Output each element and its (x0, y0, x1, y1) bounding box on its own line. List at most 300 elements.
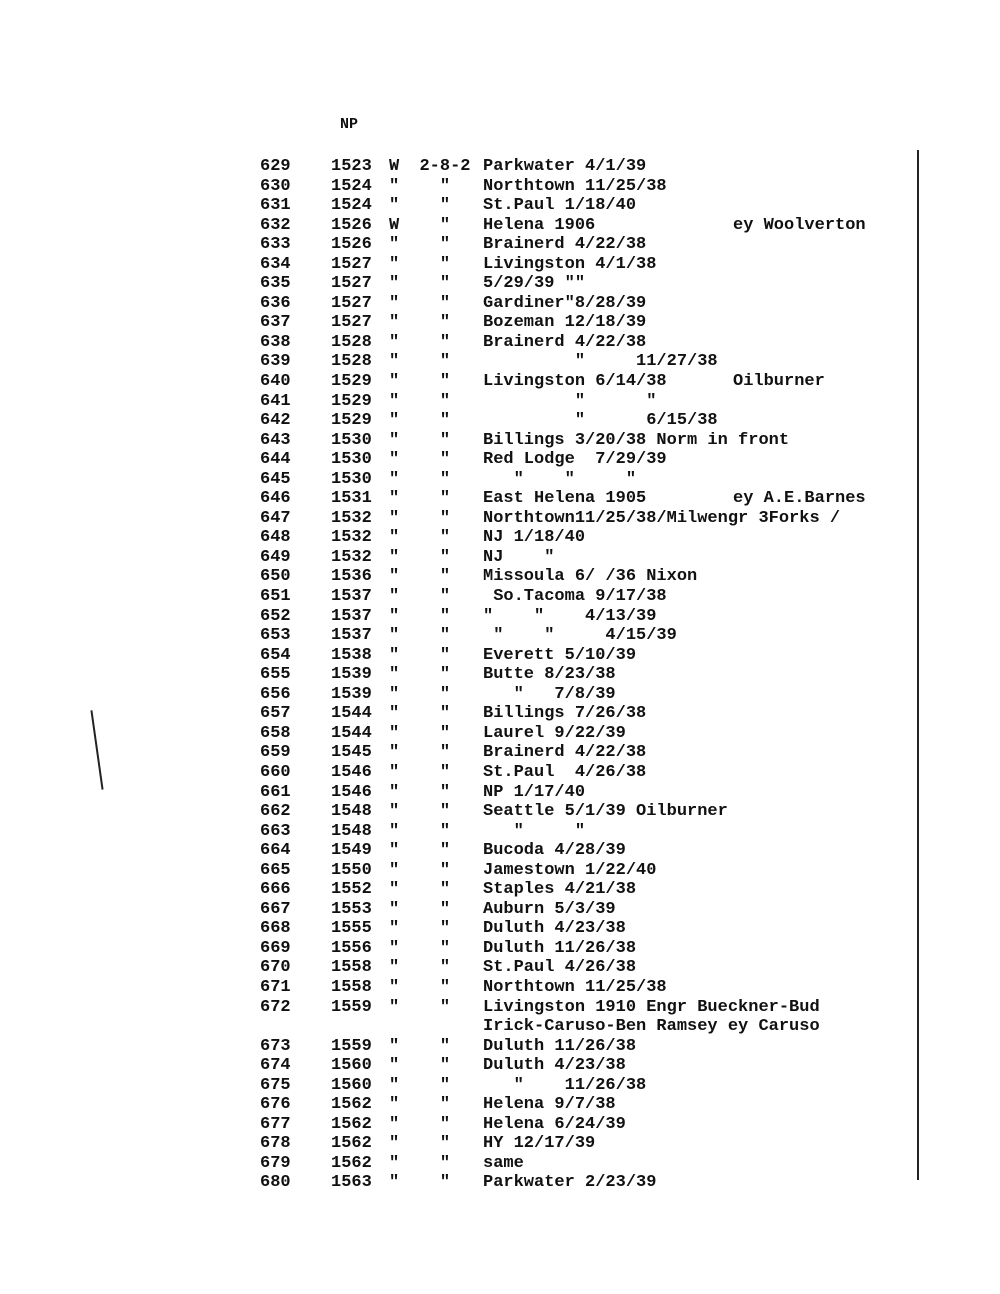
table-row (0, 470, 1000, 490)
class-mark: " (389, 352, 400, 372)
location-date: Red Lodge 7/29/39 (483, 450, 667, 470)
roster-number: 644 (260, 450, 291, 470)
location-date: Laurel 9/22/39 (483, 723, 626, 743)
roster-number: 663 (260, 821, 291, 841)
wheel-arrangement: " (439, 587, 451, 607)
table-row (0, 646, 1000, 666)
class-mark: " (389, 665, 400, 685)
location-date: Northtown11/25/38/Milwengr 3Forks / (483, 508, 841, 528)
engine-number: 1544 (331, 723, 372, 743)
location-date: NP 1/17/40 (483, 782, 586, 802)
table-row (0, 1115, 1000, 1135)
roster-number: 664 (260, 841, 291, 861)
table-row (0, 998, 1000, 1018)
class-mark: " (389, 919, 400, 939)
roster-number: 670 (260, 958, 291, 978)
location-date: St.Paul 1/18/40 (483, 196, 637, 216)
table-row (0, 665, 1000, 685)
class-mark: " (389, 274, 400, 294)
class-mark: " (389, 196, 400, 216)
location-date: 5/29/39 "" (483, 274, 586, 294)
engine-number: 1532 (331, 547, 372, 567)
table-row (0, 1076, 1000, 1096)
class-mark: " (389, 489, 400, 509)
location-date: Missoula 6/ /36 Nixon (483, 567, 698, 587)
location-date: NJ " (483, 547, 555, 567)
location-date: St.Paul 4/26/38 (483, 762, 647, 782)
table-row (0, 743, 1000, 763)
engine-number: 1538 (331, 645, 372, 665)
wheel-arrangement: " (439, 469, 451, 489)
table-row (0, 783, 1000, 803)
class-mark: " (389, 176, 400, 196)
wheel-arrangement: " (439, 1173, 451, 1193)
class-mark: " (389, 411, 400, 431)
roster-number: 634 (260, 254, 291, 274)
class-mark: " (389, 645, 400, 665)
location-date: Northtown 11/25/38 (483, 176, 667, 196)
location-date: Staples 4/21/38 (483, 880, 637, 900)
wheel-arrangement: " (439, 743, 451, 763)
table-row (0, 431, 1000, 451)
roster-number: 672 (260, 997, 291, 1017)
wheel-arrangement: " (439, 196, 451, 216)
engine-number: 1532 (331, 508, 372, 528)
engine-number: 1563 (331, 1173, 372, 1193)
table-row (0, 704, 1000, 724)
roster-number: 680 (260, 1173, 291, 1193)
engine-number: 1562 (331, 1095, 372, 1115)
wheel-arrangement: " (439, 1114, 451, 1134)
wheel-arrangement: " (439, 919, 451, 939)
class-mark: W (389, 215, 400, 235)
class-mark: " (389, 254, 400, 274)
location-date: So.Tacoma 9/17/38 (483, 587, 667, 607)
engine-number: 1527 (331, 254, 372, 274)
wheel-arrangement: " (439, 684, 451, 704)
location-date: Bucoda 4/28/39 (483, 841, 626, 861)
wheel-arrangement: " (439, 332, 451, 352)
wheel-arrangement: " (439, 645, 451, 665)
roster-number: 641 (260, 391, 291, 411)
location-date: " " 4/13/39 (483, 606, 657, 626)
table-row (0, 607, 1000, 627)
engine-number: 1527 (331, 313, 372, 333)
location-date: Northtown 11/25/38 (483, 977, 667, 997)
table-row (0, 587, 1000, 607)
class-mark: " (389, 547, 400, 567)
table-row (0, 411, 1000, 431)
engine-number: 1562 (331, 1134, 372, 1154)
wheel-arrangement: " (439, 274, 451, 294)
wheel-arrangement: " (439, 1036, 451, 1056)
table-row (0, 1017, 1000, 1037)
engine-number: 1559 (331, 997, 372, 1017)
wheel-arrangement: 2-8-2 (419, 157, 471, 176)
roster-number: 668 (260, 919, 291, 939)
engine-roster-list (0, 157, 1000, 1193)
table-row (0, 626, 1000, 646)
class-mark: " (389, 1114, 400, 1134)
roster-number: 673 (260, 1036, 291, 1056)
table-row (0, 157, 1000, 177)
engine-number: 1555 (331, 919, 372, 939)
class-mark: " (389, 821, 400, 841)
location-date: Brainerd 4/22/38 (483, 332, 647, 352)
roster-number: 679 (260, 1153, 291, 1173)
class-mark: " (389, 626, 400, 646)
wheel-arrangement: " (439, 450, 451, 470)
wheel-arrangement: " (439, 958, 451, 978)
table-row (0, 822, 1000, 842)
location-date: Butte 8/23/38 (483, 665, 616, 685)
class-mark: " (389, 1056, 400, 1076)
wheel-arrangement: " (439, 977, 451, 997)
wheel-arrangement: " (439, 821, 451, 841)
table-row (0, 802, 1000, 822)
class-mark: " (389, 1153, 400, 1173)
table-row (0, 567, 1000, 587)
roster-number: 660 (260, 762, 291, 782)
class-mark: " (389, 391, 400, 411)
wheel-arrangement: " (439, 997, 451, 1017)
location-date: " 11/26/38 (483, 1075, 647, 1095)
engine-number: 1530 (331, 450, 372, 470)
engine-number: 1530 (331, 469, 372, 489)
table-row (0, 900, 1000, 920)
location-date: HY 12/17/39 (483, 1134, 596, 1154)
engine-number: 1558 (331, 977, 372, 997)
table-row (0, 528, 1000, 548)
table-row (0, 196, 1000, 216)
table-row (0, 763, 1000, 783)
wheel-arrangement: " (439, 1134, 451, 1154)
wheel-arrangement: " (439, 352, 451, 372)
wheel-arrangement: " (439, 899, 451, 919)
class-mark: " (389, 704, 400, 724)
engine-number: 1546 (331, 762, 372, 782)
roster-number: 632 (260, 215, 291, 235)
roster-number: 637 (260, 313, 291, 333)
table-row (0, 919, 1000, 939)
roster-number: 633 (260, 235, 291, 255)
page-header: NP (340, 116, 359, 133)
roster-number: 650 (260, 567, 291, 587)
roster-number: 674 (260, 1056, 291, 1076)
class-mark: " (389, 567, 400, 587)
engine-number: 1524 (331, 176, 372, 196)
engine-number: 1523 (331, 157, 372, 176)
class-mark: " (389, 1036, 400, 1056)
table-row (0, 861, 1000, 881)
class-mark: " (389, 997, 400, 1017)
margin-line-right (917, 150, 919, 1180)
location-date: Livingston 6/14/38 (483, 372, 667, 392)
location-date: " " 4/15/39 (483, 626, 677, 646)
location-date: " 11/27/38 (483, 352, 718, 372)
table-row (0, 1037, 1000, 1057)
engine-number: 1531 (331, 489, 372, 509)
roster-number: 651 (260, 587, 291, 607)
wheel-arrangement: " (439, 254, 451, 274)
class-mark: " (389, 332, 400, 352)
roster-number: 648 (260, 528, 291, 548)
engine-number: 1528 (331, 352, 372, 372)
location-date: East Helena 1905 (483, 489, 647, 509)
roster-number: 630 (260, 176, 291, 196)
location-date: Everett 5/10/39 (483, 645, 637, 665)
wheel-arrangement: " (439, 723, 451, 743)
wheel-arrangement: " (439, 235, 451, 255)
wheel-arrangement: " (439, 411, 451, 431)
class-mark: " (389, 587, 400, 607)
engine-number: 1528 (331, 332, 372, 352)
class-mark: " (389, 782, 400, 802)
roster-number: 647 (260, 508, 291, 528)
roster-number: 675 (260, 1075, 291, 1095)
table-row (0, 255, 1000, 275)
engine-number: 1544 (331, 704, 372, 724)
wheel-arrangement: " (439, 860, 451, 880)
roster-number: 654 (260, 645, 291, 665)
table-row (0, 724, 1000, 744)
roster-number: 643 (260, 430, 291, 450)
engine-number: 1526 (331, 235, 372, 255)
wheel-arrangement: " (439, 489, 451, 509)
engine-number: 1537 (331, 626, 372, 646)
engine-number: 1539 (331, 665, 372, 685)
roster-number: 669 (260, 938, 291, 958)
roster-number: 678 (260, 1134, 291, 1154)
roster-number: 665 (260, 860, 291, 880)
class-mark: " (389, 938, 400, 958)
location-date: Duluth 4/23/38 (483, 1056, 626, 1076)
engine-number: 1546 (331, 782, 372, 802)
location-date: Irick-Caruso-Ben Ramsey ey Caruso (483, 1017, 820, 1037)
wheel-arrangement: " (439, 215, 451, 235)
engine-number: 1558 (331, 958, 372, 978)
location-date: " " (483, 821, 586, 841)
table-row (0, 216, 1000, 236)
wheel-arrangement: " (439, 508, 451, 528)
roster-number: 671 (260, 977, 291, 997)
table-row (0, 841, 1000, 861)
note: ey A.E.Barnes (733, 489, 866, 509)
class-mark: " (389, 1075, 400, 1095)
location-date: Helena 9/7/38 (483, 1095, 616, 1115)
engine-number: 1537 (331, 606, 372, 626)
class-mark: " (389, 606, 400, 626)
wheel-arrangement: " (439, 293, 451, 313)
location-date: Duluth 11/26/38 (483, 1036, 637, 1056)
table-row (0, 235, 1000, 255)
roster-number: 667 (260, 899, 291, 919)
roster-number: 642 (260, 411, 291, 431)
table-row (0, 274, 1000, 294)
engine-number: 1548 (331, 821, 372, 841)
engine-number: 1553 (331, 899, 372, 919)
location-date: " " (483, 391, 657, 411)
table-row (0, 1134, 1000, 1154)
engine-number: 1529 (331, 391, 372, 411)
location-date: Duluth 11/26/38 (483, 938, 637, 958)
location-date: Parkwater 2/23/39 (483, 1173, 657, 1193)
roster-number: 638 (260, 332, 291, 352)
class-mark: " (389, 802, 400, 822)
location-date: Bozeman 12/18/39 (483, 313, 647, 333)
table-row (0, 1056, 1000, 1076)
class-mark: " (389, 293, 400, 313)
engine-number: 1537 (331, 587, 372, 607)
table-row (0, 880, 1000, 900)
location-date: Livingston 4/1/38 (483, 254, 657, 274)
location-date: NJ 1/18/40 (483, 528, 586, 548)
table-row (0, 294, 1000, 314)
wheel-arrangement: " (439, 176, 451, 196)
table-row (0, 978, 1000, 998)
class-mark: " (389, 1095, 400, 1115)
location-date: Duluth 4/23/38 (483, 919, 626, 939)
table-row (0, 548, 1000, 568)
note: ey Woolverton (733, 215, 866, 235)
table-row (0, 333, 1000, 353)
roster-number: 653 (260, 626, 291, 646)
wheel-arrangement: " (439, 762, 451, 782)
wheel-arrangement: " (439, 372, 451, 392)
location-date: " 6/15/38 (483, 411, 718, 431)
engine-number: 1536 (331, 567, 372, 587)
roster-number: 677 (260, 1114, 291, 1134)
location-date: Parkwater 4/1/39 (483, 157, 647, 176)
location-date: Brainerd 4/22/38 (483, 743, 647, 763)
engine-number: 1530 (331, 430, 372, 450)
location-date: Brainerd 4/22/38 (483, 235, 647, 255)
wheel-arrangement: " (439, 704, 451, 724)
engine-number: 1548 (331, 802, 372, 822)
class-mark: " (389, 762, 400, 782)
class-mark: " (389, 1134, 400, 1154)
engine-number: 1556 (331, 938, 372, 958)
engine-number: 1545 (331, 743, 372, 763)
roster-number: 656 (260, 684, 291, 704)
engine-number: 1532 (331, 528, 372, 548)
engine-number: 1562 (331, 1153, 372, 1173)
class-mark: " (389, 899, 400, 919)
class-mark: " (389, 1173, 400, 1193)
engine-number: 1529 (331, 411, 372, 431)
roster-number: 655 (260, 665, 291, 685)
wheel-arrangement: " (439, 802, 451, 822)
class-mark: " (389, 508, 400, 528)
location-date: " 7/8/39 (483, 684, 616, 704)
wheel-arrangement: " (439, 626, 451, 646)
class-mark: " (389, 958, 400, 978)
location-date: Seattle 5/1/39 Oilburner (483, 802, 728, 822)
class-mark: " (389, 450, 400, 470)
table-row (0, 177, 1000, 197)
location-date: same (483, 1153, 524, 1173)
roster-number: 649 (260, 547, 291, 567)
roster-number: 662 (260, 802, 291, 822)
roster-number: 661 (260, 782, 291, 802)
location-date: " " " (483, 469, 637, 489)
location-date: Auburn 5/3/39 (483, 899, 616, 919)
wheel-arrangement: " (439, 547, 451, 567)
table-row (0, 939, 1000, 959)
wheel-arrangement: " (439, 880, 451, 900)
engine-number: 1559 (331, 1036, 372, 1056)
engine-number: 1539 (331, 684, 372, 704)
roster-number: 645 (260, 469, 291, 489)
location-date: St.Paul 4/26/38 (483, 958, 637, 978)
roster-number: 646 (260, 489, 291, 509)
class-mark: " (389, 880, 400, 900)
engine-number: 1527 (331, 274, 372, 294)
table-row (0, 372, 1000, 392)
table-row (0, 392, 1000, 412)
class-mark: " (389, 430, 400, 450)
class-mark: W (389, 157, 400, 176)
location-date: Helena 1906 (483, 215, 596, 235)
wheel-arrangement: " (439, 938, 451, 958)
table-row (0, 450, 1000, 470)
table-row (0, 1173, 1000, 1193)
wheel-arrangement: " (439, 665, 451, 685)
engine-number: 1560 (331, 1056, 372, 1076)
roster-number: 659 (260, 743, 291, 763)
table-row (0, 489, 1000, 509)
roster-number: 658 (260, 723, 291, 743)
location-date: Gardiner"8/28/39 (483, 293, 647, 313)
wheel-arrangement: " (439, 1153, 451, 1173)
wheel-arrangement: " (439, 1056, 451, 1076)
wheel-arrangement: " (439, 567, 451, 587)
note: Oilburner (733, 372, 825, 392)
engine-number: 1552 (331, 880, 372, 900)
wheel-arrangement: " (439, 528, 451, 548)
class-mark: " (389, 235, 400, 255)
class-mark: " (389, 860, 400, 880)
class-mark: " (389, 684, 400, 704)
table-row (0, 958, 1000, 978)
roster-number: 676 (260, 1095, 291, 1115)
roster-number: 635 (260, 274, 291, 294)
roster-number: 639 (260, 352, 291, 372)
table-row (0, 1095, 1000, 1115)
engine-number: 1562 (331, 1114, 372, 1134)
wheel-arrangement: " (439, 430, 451, 450)
roster-number: 657 (260, 704, 291, 724)
wheel-arrangement: " (439, 1095, 451, 1115)
wheel-arrangement: " (439, 313, 451, 333)
engine-number: 1549 (331, 841, 372, 861)
roster-number: 652 (260, 606, 291, 626)
roster-number: 629 (260, 157, 291, 176)
class-mark: " (389, 841, 400, 861)
wheel-arrangement: " (439, 606, 451, 626)
class-mark: " (389, 469, 400, 489)
location-date: Billings 7/26/38 (483, 704, 647, 724)
location-date: Jamestown 1/22/40 (483, 860, 657, 880)
table-row (0, 313, 1000, 333)
table-row (0, 1154, 1000, 1174)
wheel-arrangement: " (439, 391, 451, 411)
roster-number: 666 (260, 880, 291, 900)
roster-number: 631 (260, 196, 291, 216)
class-mark: " (389, 528, 400, 548)
class-mark: " (389, 977, 400, 997)
location-date: Billings 3/20/38 Norm in front (483, 430, 790, 450)
